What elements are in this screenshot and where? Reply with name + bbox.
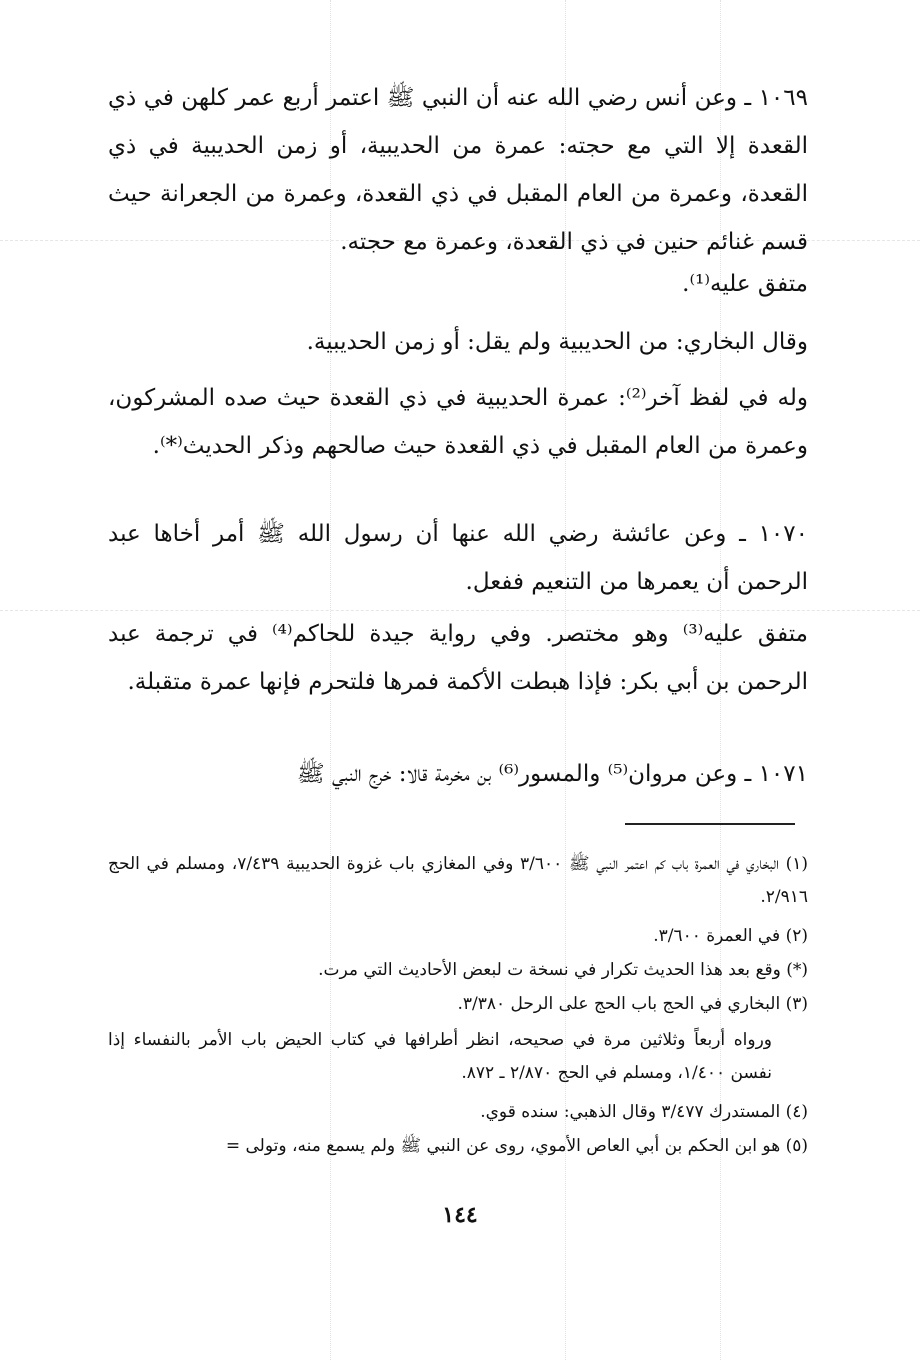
footnote-3 <box>108 988 808 1021</box>
paragraph-text: متفق عليه⁽³⁾ وهو مختصر. وفي رواية جيدة للحاكم⁽⁴⁾ في ترجمة عبد الرحمن بن أبي بكر: فإذا هبطت الأكمة فمرها فلتحرم فإنها عمرة متقبلة. <box>108 621 808 695</box>
page-number: ١٤٤ <box>442 1202 478 1228</box>
paragraph-text: ١٠٧١ ـ وعن مروان⁽⁵⁾ والمسور⁽⁶⁾ بن مخرمة قالا: خرج النبي ﷺ <box>296 761 808 787</box>
hadith-1070-paragraph <box>108 510 808 606</box>
footnote-5 <box>108 1130 808 1163</box>
hakim-narration-paragraph <box>108 610 808 706</box>
other-wording-paragraph <box>108 374 808 470</box>
footnote-4 <box>108 1096 808 1129</box>
agreed-upon-note <box>108 260 808 308</box>
footnote-separator <box>625 823 795 825</box>
paragraph-text: وقال البخاري: من الحديبية ولم يقل: أو زمن الحديبية. <box>306 329 808 355</box>
hadith-1069-paragraph <box>108 74 808 266</box>
hadith-1071-paragraph <box>108 750 808 798</box>
bukhari-note <box>108 318 808 366</box>
paragraph-text: وله في لفظ آخر⁽²⁾: عمرة الحديبية في ذي القعدة حيث صده المشركون، وعمرة من العام المقبل في ذي القعدة حيث صالحهم وذكر الحديث⁽*⁾. <box>108 385 809 459</box>
footnote-2 <box>108 920 808 953</box>
footnote-text: (٤) المستدرك ٣/٤٧٧ وقال الذهبي: سنده قوي. <box>480 1102 808 1122</box>
footnote-text: ورواه أربعاً وثلاثين مرة في صحيحه، انظر أطرافها في كتاب الحيض باب الأمر بالنفساء إذا نفسن ١/٤٠٠، ومسلم في الحج ٢/٨٧٠ ـ ٨٧٢. <box>108 1030 772 1083</box>
paragraph-text: ١٠٦٩ ـ وعن أنس رضي الله عنه أن النبي ﷺ اعتمر أربع عمر كلهن في ذي القعدة إلا التي مع حجته: عمرة من الحديبية، أو زمن الحديبية في ذي القعدة، وعمرة من العام المقبل في ذي القعدة، وعمرة من الجعرانة حيث قسم غنائم حنين في ذي القعدة، وعمرة مع حجته. <box>108 85 808 255</box>
paragraph-text: ١٠٧٠ ـ وعن عائشة رضي الله عنها أن رسول الله ﷺ أمر أخاها عبد الرحمن أن يعمرها من التنعيم ففعل. <box>108 521 808 595</box>
footnote-3-continuation <box>108 1024 808 1090</box>
footnote-text: (٣) البخاري في الحج باب الحج على الرحل ٣/٣٨٠. <box>457 994 808 1014</box>
footnote-star <box>108 954 808 987</box>
footnote-text: (٥) هو ابن الحكم بن أبي العاص الأموي، روى عن النبي ﷺ ولم يسمع منه، وتولى = <box>225 1136 808 1156</box>
footnote-text: (١) البخاري في العمرة باب كم اعتمر النبي ﷺ ٣/٦٠٠ وفي المغازي باب غزوة الحديبية ٧/٤٣٩، ومسلم في الحج ٢/٩١٦. <box>108 854 808 907</box>
paragraph-text: متفق عليه⁽¹⁾. <box>682 271 808 297</box>
footnote-text: (٢) في العمرة ٣/٦٠٠. <box>653 926 808 946</box>
footnote-1 <box>108 848 808 914</box>
footnote-text: (*) وقع بعد هذا الحديث تكرار في نسخة ت لبعض الأحاديث التي مرت. <box>318 960 808 980</box>
